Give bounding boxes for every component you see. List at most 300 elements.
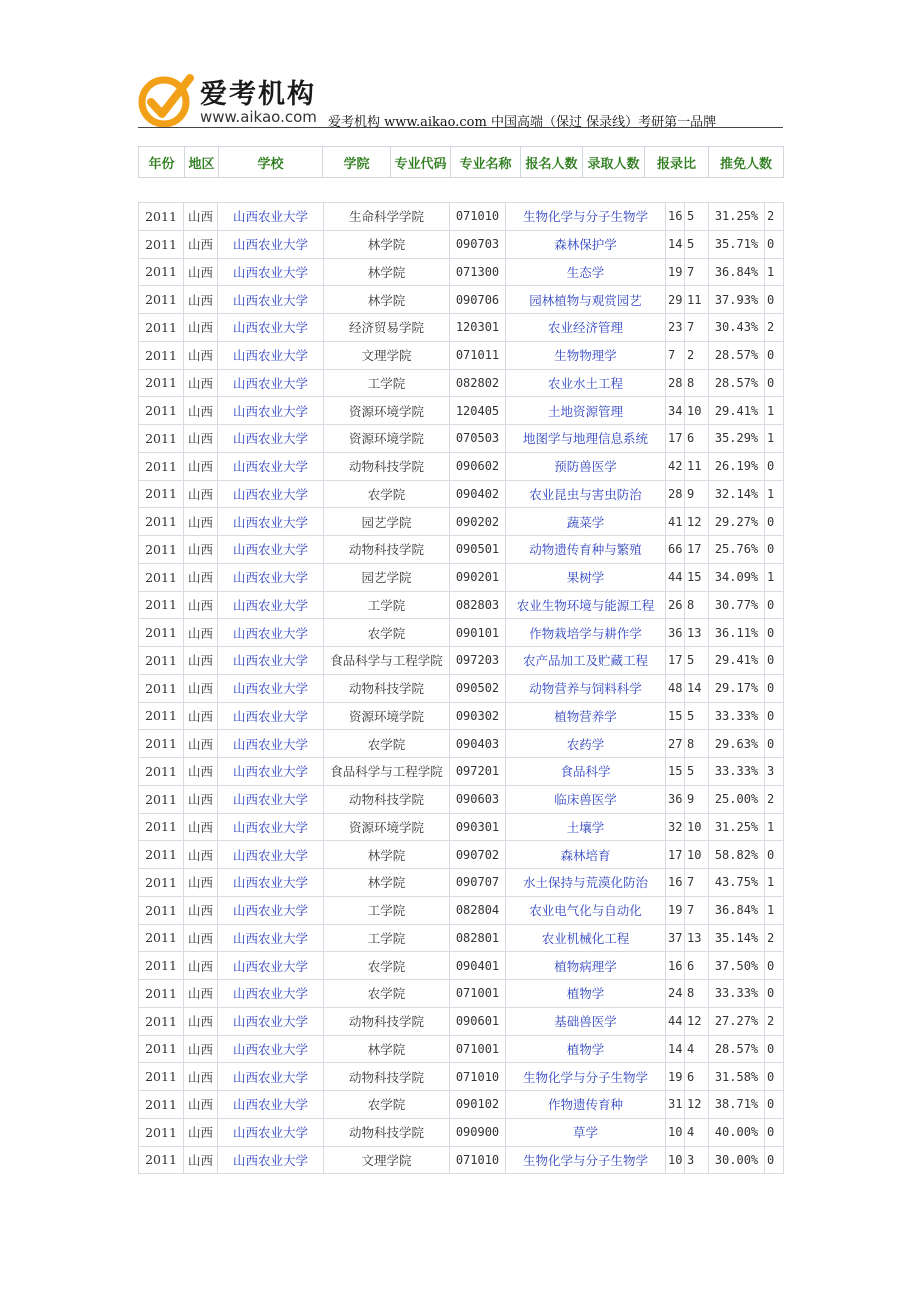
year-cell: 2011 [139,286,184,314]
applicants-cell: 24 [666,980,685,1008]
school-link[interactable]: 山西农业大学 [218,674,324,702]
school-link[interactable]: 山西农业大学 [218,952,324,980]
major-code-cell: 082803 [450,591,506,619]
college-cell: 动物科技学院 [324,785,450,813]
applicants-cell: 41 [666,508,685,536]
major-code-cell: 071001 [450,1035,506,1063]
college-cell: 工学院 [324,369,450,397]
major-code-cell: 090102 [450,1091,506,1119]
major-name-link[interactable]: 植物学 [506,980,666,1008]
applicants-cell: 34 [666,397,685,425]
major-code-cell: 097203 [450,647,506,675]
major-code-cell: 082802 [450,369,506,397]
exempt-cell: 1 [765,397,784,425]
school-link[interactable]: 山西农业大学 [218,813,324,841]
region-cell: 山西 [184,341,218,369]
major-name-link[interactable]: 生物化学与分子生物学 [506,1063,666,1091]
header-divider [138,127,783,128]
applicants-cell: 16 [666,203,685,231]
year-cell: 2011 [139,924,184,952]
college-cell: 农学院 [324,952,450,980]
year-cell: 2011 [139,1091,184,1119]
major-name-link[interactable]: 作物遗传育种 [506,1091,666,1119]
exempt-cell: 0 [765,647,784,675]
school-link[interactable]: 山西农业大学 [218,286,324,314]
school-link[interactable]: 山西农业大学 [218,480,324,508]
school-link[interactable]: 山西农业大学 [218,1035,324,1063]
ratio-cell: 33.33% [709,758,765,786]
ratio-cell: 34.09% [709,563,765,591]
major-name-link[interactable]: 植物营养学 [506,702,666,730]
ratio-cell: 30.00% [709,1146,765,1174]
ratio-cell: 35.14% [709,924,765,952]
exempt-cell: 0 [765,730,784,758]
exempt-cell: 0 [765,674,784,702]
table-row [139,1063,784,1091]
year-cell: 2011 [139,341,184,369]
major-name-link[interactable]: 预防兽医学 [506,452,666,480]
ratio-cell: 25.00% [709,785,765,813]
major-code-cell: 070503 [450,425,506,453]
ratio-cell: 29.63% [709,730,765,758]
college-cell: 园艺学院 [324,563,450,591]
col-major-name-header: 专业名称 [451,147,521,178]
exempt-cell: 0 [765,980,784,1008]
applicants-cell: 19 [666,896,685,924]
exempt-cell: 0 [765,341,784,369]
college-cell: 林学院 [324,230,450,258]
exempt-cell: 0 [765,508,784,536]
ratio-cell: 29.17% [709,674,765,702]
college-cell: 农学院 [324,1091,450,1119]
admitted-cell: 10 [685,397,709,425]
table-row [139,452,784,480]
table-row [139,369,784,397]
region-cell: 山西 [184,1118,218,1146]
admitted-cell: 5 [685,758,709,786]
college-cell: 园艺学院 [324,508,450,536]
major-name-link[interactable]: 临床兽医学 [506,785,666,813]
ratio-cell: 35.71% [709,230,765,258]
exempt-cell: 2 [765,1007,784,1035]
major-code-cell: 090401 [450,952,506,980]
table-row [139,203,784,231]
page-header [138,70,783,130]
major-code-cell: 090501 [450,536,506,564]
college-cell: 文理学院 [324,1146,450,1174]
ratio-cell: 28.57% [709,341,765,369]
major-code-cell: 090502 [450,674,506,702]
college-cell: 农学院 [324,730,450,758]
major-name-link[interactable]: 动物遗传育种与繁殖 [506,536,666,564]
year-cell: 2011 [139,230,184,258]
applicants-cell: 10 [666,1118,685,1146]
school-link[interactable]: 山西农业大学 [218,1146,324,1174]
major-code-cell: 082804 [450,896,506,924]
major-name-link[interactable]: 森林培育 [506,841,666,869]
table-row [139,314,784,342]
admissions-table [138,202,784,1174]
logo-title: 爱考机构 [200,79,316,110]
college-cell: 工学院 [324,924,450,952]
school-link[interactable]: 山西农业大学 [218,980,324,1008]
applicants-cell: 66 [666,536,685,564]
major-name-link[interactable]: 生物化学与分子生物学 [506,1146,666,1174]
applicants-cell: 44 [666,563,685,591]
region-cell: 山西 [184,619,218,647]
region-cell: 山西 [184,1035,218,1063]
year-cell: 2011 [139,369,184,397]
ratio-cell: 30.43% [709,314,765,342]
college-cell: 资源环境学院 [324,425,450,453]
admitted-cell: 6 [685,425,709,453]
college-cell: 经济贸易学院 [324,314,450,342]
major-name-link[interactable]: 生物物理学 [506,341,666,369]
college-cell: 林学院 [324,1035,450,1063]
school-link[interactable]: 山西农业大学 [218,619,324,647]
exempt-cell: 0 [765,702,784,730]
year-cell: 2011 [139,397,184,425]
region-cell: 山西 [184,508,218,536]
school-link[interactable]: 山西农业大学 [218,785,324,813]
admitted-cell: 13 [685,619,709,647]
exempt-cell: 0 [765,591,784,619]
major-code-cell: 090900 [450,1118,506,1146]
ratio-cell: 31.58% [709,1063,765,1091]
applicants-cell: 10 [666,1146,685,1174]
ratio-cell: 32.14% [709,480,765,508]
region-cell: 山西 [184,896,218,924]
ratio-cell: 40.00% [709,1118,765,1146]
applicants-cell: 15 [666,758,685,786]
major-name-link[interactable]: 农产品加工及贮藏工程 [506,647,666,675]
year-cell: 2011 [139,508,184,536]
school-link[interactable]: 山西农业大学 [218,896,324,924]
table-row [139,425,784,453]
exempt-cell: 3 [765,758,784,786]
table-row [139,508,784,536]
region-cell: 山西 [184,1146,218,1174]
year-cell: 2011 [139,563,184,591]
school-link[interactable]: 山西农业大学 [218,647,324,675]
major-code-cell: 090302 [450,702,506,730]
ratio-cell: 26.19% [709,452,765,480]
year-cell: 2011 [139,1007,184,1035]
table-row [139,841,784,869]
school-link[interactable]: 山西农业大学 [218,563,324,591]
region-cell: 山西 [184,841,218,869]
applicants-cell: 17 [666,425,685,453]
college-cell: 资源环境学院 [324,702,450,730]
col-region-header: 地区 [185,147,219,178]
major-name-link[interactable]: 农业经济管理 [506,314,666,342]
admitted-cell: 10 [685,841,709,869]
applicants-cell: 32 [666,813,685,841]
exempt-cell: 1 [765,896,784,924]
year-cell: 2011 [139,1118,184,1146]
college-cell: 林学院 [324,286,450,314]
major-name-link[interactable]: 农业电气化与自动化 [506,896,666,924]
table-row [139,952,784,980]
school-link[interactable]: 山西农业大学 [218,1007,324,1035]
year-cell: 2011 [139,841,184,869]
school-link[interactable]: 山西农业大学 [218,425,324,453]
school-link[interactable]: 山西农业大学 [218,452,324,480]
major-name-link[interactable]: 农业昆虫与害虫防治 [506,480,666,508]
admitted-cell: 2 [685,341,709,369]
major-code-cell: 071010 [450,1063,506,1091]
table-row [139,286,784,314]
applicants-cell: 42 [666,452,685,480]
region-cell: 山西 [184,591,218,619]
ratio-cell: 29.27% [709,508,765,536]
applicants-cell: 19 [666,1063,685,1091]
checkmark-logo-icon [138,72,194,128]
major-name-link[interactable]: 园林植物与观赏园艺 [506,286,666,314]
table-row [139,980,784,1008]
exempt-cell: 0 [765,1063,784,1091]
admitted-cell: 5 [685,647,709,675]
admitted-cell: 13 [685,924,709,952]
college-cell: 文理学院 [324,341,450,369]
school-link[interactable]: 山西农业大学 [218,230,324,258]
major-name-link[interactable]: 作物栽培学与耕作学 [506,619,666,647]
exempt-cell: 2 [765,924,784,952]
table-row [139,591,784,619]
college-cell: 动物科技学院 [324,674,450,702]
major-code-cell: 120405 [450,397,506,425]
college-cell: 农学院 [324,619,450,647]
major-name-link[interactable]: 农业水土工程 [506,369,666,397]
school-link[interactable]: 山西农业大学 [218,591,324,619]
school-link[interactable]: 山西农业大学 [218,341,324,369]
school-link[interactable]: 山西农业大学 [218,397,324,425]
year-cell: 2011 [139,758,184,786]
school-link[interactable]: 山西农业大学 [218,258,324,286]
year-cell: 2011 [139,980,184,1008]
major-code-cell: 071010 [450,203,506,231]
major-name-link[interactable]: 动物营养与饲料科学 [506,674,666,702]
exempt-cell: 0 [765,952,784,980]
table-row [139,1146,784,1174]
major-code-cell: 090201 [450,563,506,591]
applicants-cell: 27 [666,730,685,758]
admitted-cell: 4 [685,1035,709,1063]
year-cell: 2011 [139,619,184,647]
table-row [139,813,784,841]
applicants-cell: 14 [666,1035,685,1063]
year-cell: 2011 [139,258,184,286]
ratio-cell: 29.41% [709,397,765,425]
year-cell: 2011 [139,452,184,480]
major-name-link[interactable]: 农药学 [506,730,666,758]
school-link[interactable]: 山西农业大学 [218,369,324,397]
applicants-cell: 29 [666,286,685,314]
table-row [139,1035,784,1063]
ratio-cell: 43.75% [709,869,765,897]
exempt-cell: 2 [765,785,784,813]
school-link[interactable]: 山西农业大学 [218,1091,324,1119]
exempt-cell: 2 [765,314,784,342]
region-cell: 山西 [184,952,218,980]
year-cell: 2011 [139,730,184,758]
school-link[interactable]: 山西农业大学 [218,1118,324,1146]
college-cell: 工学院 [324,591,450,619]
exempt-cell: 0 [765,1146,784,1174]
table-row [139,730,784,758]
ratio-cell: 37.50% [709,952,765,980]
major-code-cell: 120301 [450,314,506,342]
applicants-cell: 28 [666,369,685,397]
exempt-cell: 0 [765,369,784,397]
school-link[interactable]: 山西农业大学 [218,203,324,231]
ratio-cell: 28.57% [709,1035,765,1063]
table-row [139,785,784,813]
major-name-link[interactable]: 植物病理学 [506,952,666,980]
region-cell: 山西 [184,924,218,952]
major-code-cell: 090202 [450,508,506,536]
school-link[interactable]: 山西农业大学 [218,841,324,869]
major-code-cell: 071011 [450,341,506,369]
region-cell: 山西 [184,286,218,314]
major-name-link[interactable]: 蔬菜学 [506,508,666,536]
admitted-cell: 11 [685,452,709,480]
major-name-link[interactable]: 果树学 [506,563,666,591]
major-name-link[interactable]: 地图学与地理信息系统 [506,425,666,453]
major-code-cell: 071001 [450,980,506,1008]
exempt-cell: 0 [765,452,784,480]
major-code-cell: 090703 [450,230,506,258]
college-cell: 工学院 [324,896,450,924]
major-name-link[interactable]: 生态学 [506,258,666,286]
col-college-header: 学院 [323,147,391,178]
major-code-cell: 090702 [450,841,506,869]
region-cell: 山西 [184,674,218,702]
table-row [139,1118,784,1146]
year-cell: 2011 [139,813,184,841]
college-cell: 林学院 [324,841,450,869]
table-row [139,924,784,952]
college-cell: 食品科学与工程学院 [324,758,450,786]
region-cell: 山西 [184,647,218,675]
admitted-cell: 14 [685,674,709,702]
college-cell: 林学院 [324,258,450,286]
college-cell: 动物科技学院 [324,452,450,480]
table-row [139,702,784,730]
applicants-cell: 17 [666,647,685,675]
school-link[interactable]: 山西农业大学 [218,508,324,536]
major-name-link[interactable]: 草学 [506,1118,666,1146]
table-row [139,480,784,508]
admitted-cell: 6 [685,952,709,980]
table-row [139,230,784,258]
header-slogan: 爱考机构 www.aikao.com 中国高端（保过 保录线）考研第一品牌 [328,115,717,130]
major-code-cell: 090403 [450,730,506,758]
admitted-cell: 4 [685,1118,709,1146]
ratio-cell: 25.76% [709,536,765,564]
major-name-link[interactable]: 农业机械化工程 [506,924,666,952]
major-code-cell: 071010 [450,1146,506,1174]
region-cell: 山西 [184,230,218,258]
header-row [139,147,784,178]
major-code-cell: 097201 [450,758,506,786]
region-cell: 山西 [184,258,218,286]
school-link[interactable]: 山西农业大学 [218,758,324,786]
region-cell: 山西 [184,1063,218,1091]
ratio-cell: 38.71% [709,1091,765,1119]
exempt-cell: 0 [765,1091,784,1119]
school-link[interactable]: 山西农业大学 [218,869,324,897]
admitted-cell: 7 [685,258,709,286]
major-name-link[interactable]: 水土保持与荒漠化防治 [506,869,666,897]
region-cell: 山西 [184,758,218,786]
col-applicants-header: 报名人数 [521,147,583,178]
applicants-cell: 36 [666,619,685,647]
major-name-link[interactable]: 植物学 [506,1035,666,1063]
year-cell: 2011 [139,647,184,675]
major-name-link[interactable]: 土壤学 [506,813,666,841]
school-link[interactable]: 山西农业大学 [218,536,324,564]
college-cell: 农学院 [324,480,450,508]
year-cell: 2011 [139,896,184,924]
ratio-cell: 37.93% [709,286,765,314]
major-name-link[interactable]: 农业生物环境与能源工程 [506,591,666,619]
applicants-cell: 14 [666,230,685,258]
applicants-cell: 31 [666,1091,685,1119]
applicants-cell: 37 [666,924,685,952]
logo-url: www.aikao.com [200,108,317,126]
college-cell: 食品科学与工程学院 [324,647,450,675]
exempt-cell: 0 [765,1035,784,1063]
major-name-link[interactable]: 生物化学与分子生物学 [506,203,666,231]
col-school-header: 学校 [219,147,323,178]
admitted-cell: 5 [685,702,709,730]
college-cell: 动物科技学院 [324,1063,450,1091]
col-admitted-header: 录取人数 [583,147,645,178]
region-cell: 山西 [184,452,218,480]
major-name-link[interactable]: 食品科学 [506,758,666,786]
major-name-link[interactable]: 森林保护学 [506,230,666,258]
col-year-header: 年份 [139,147,185,178]
major-name-link[interactable]: 土地资源管理 [506,397,666,425]
admitted-cell: 15 [685,563,709,591]
region-cell: 山西 [184,480,218,508]
table-row [139,647,784,675]
college-cell: 林学院 [324,869,450,897]
applicants-cell: 36 [666,785,685,813]
applicants-cell: 15 [666,702,685,730]
admitted-cell: 8 [685,980,709,1008]
applicants-cell: 16 [666,952,685,980]
region-cell: 山西 [184,203,218,231]
school-link[interactable]: 山西农业大学 [218,730,324,758]
exempt-cell: 0 [765,619,784,647]
ratio-cell: 30.77% [709,591,765,619]
school-link[interactable]: 山西农业大学 [218,314,324,342]
ratio-cell: 58.82% [709,841,765,869]
school-link[interactable]: 山西农业大学 [218,924,324,952]
school-link[interactable]: 山西农业大学 [218,702,324,730]
school-link[interactable]: 山西农业大学 [218,1063,324,1091]
admitted-cell: 12 [685,1091,709,1119]
region-cell: 山西 [184,1007,218,1035]
ratio-cell: 35.29% [709,425,765,453]
table-row [139,896,784,924]
year-cell: 2011 [139,1035,184,1063]
admitted-cell: 7 [685,314,709,342]
college-cell: 动物科技学院 [324,1007,450,1035]
major-name-link[interactable]: 基础兽医学 [506,1007,666,1035]
